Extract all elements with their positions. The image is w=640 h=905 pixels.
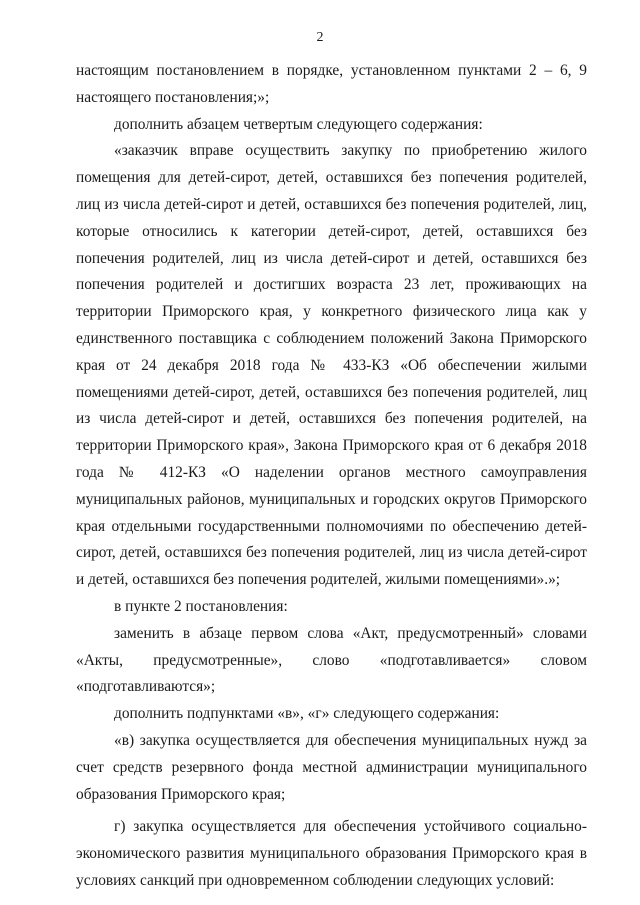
document-body [76, 58, 587, 895]
paragraph: «заказчик вправе осуществить закупку по приобретению жилого помещения для детей-сирот, детей, оставшихся без попечения родителей, лиц из числа детей-сирот и детей, оставшихся без попечения родителей, лиц, которые относились к категории детей-сирот, детей, оставшихся без попечения родителей, лиц из числа детей-сирот и детей, оставшихся без попечения родителей и достигших возраста 23 лет, проживающих на территории Приморского края, у конкретного физического лица как у единственного поставщика с соблюдением положений Закона Приморского края от 24 декабря 2018 года № 433-КЗ «Об обеспечении жилыми помещениями детей-сирот, детей, оставшихся без попечения родителей, лиц из числа детей-сирот и детей, оставшихся без попечения родителей, на территории Приморского края», Закона Приморского края от 6 декабря 2018 года № 412-КЗ «О наделении органов местного самоуправления муниципальных районов, муниципальных и городских округов Приморского края отдельными государственными полномочиями по обеспечению детей-сирот, детей, оставшихся без попечения родителей, лиц из числа детей-сирот и детей, оставшихся без попечения родителей, жилыми помещениями».»; [76, 142, 587, 589]
paragraph: дополнить абзацем четвертым следующего содержания: [114, 115, 483, 133]
paragraph: в пункте 2 постановления: [114, 597, 288, 615]
paragraph: дополнить подпунктами «в», «г» следующего содержания: [114, 705, 500, 723]
paragraph: настоящим постановлением в порядке, установленном пунктами 2 – 6, 9 настоящего постановления;»; [76, 62, 587, 106]
paragraph: заменить в абзаце первом слова «Акт, предусмотренный» словами «Акты, предусмотренные», слово «подготавливается» словом «подготавливаются»; [76, 624, 587, 696]
paragraph: г) закупка осуществляется для обеспечения устойчивого социально-экономического развития муниципального образования Приморского края в условиях санкций при одновременном соблюдении следующих условий: [76, 818, 587, 889]
paragraph: «в) закупка осуществляется для обеспечения муниципальных нужд за счет средств резервного фонда местной администрации муниципального образования Приморского края; [76, 731, 587, 803]
page-number: 2 [316, 30, 324, 45]
